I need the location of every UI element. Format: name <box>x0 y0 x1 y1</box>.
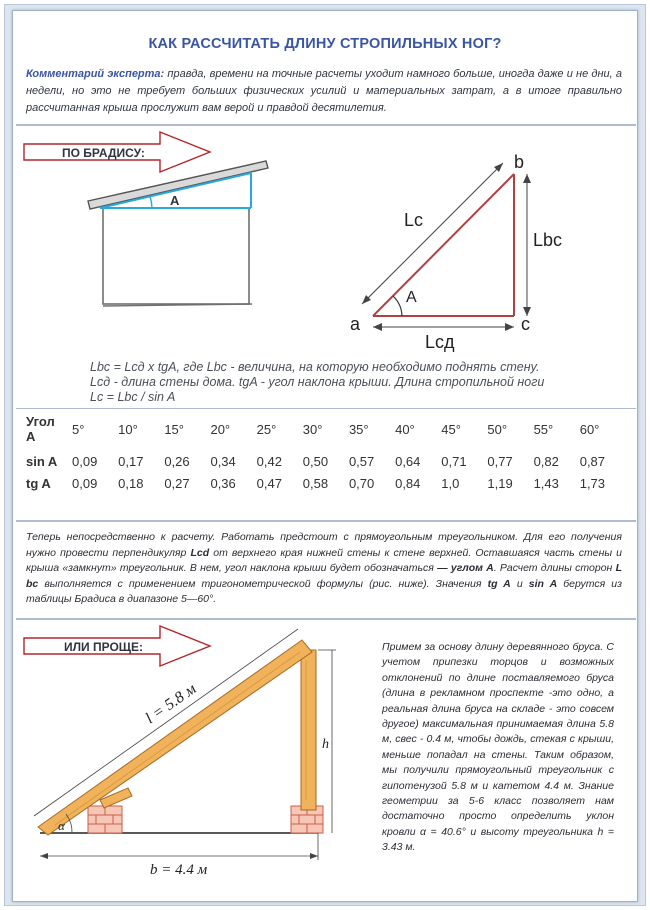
calc-explanation: Теперь непосредственно к расчету. Работать предстоит с прямоугольным треугольником. Для его получения нужно провести перпендикуляр Lcd от верхнего края нижней стены к стене верхней. Оставшаяся часть стены и крыша «замкнут» треугольник. В нем, угол наклона крыши будет обозначаться — углом А. Расчет длины сторон L bc выполняется с применением тригонометрической формулы (рис. ниже). Значения tg A и sin A берутся из таблицы Брадиса в диапазоне 5—60°. <box>26 531 622 605</box>
arrow-po-bradisu <box>24 132 210 172</box>
rafter-illustration <box>0 620 380 900</box>
angle-cell: 10° <box>118 421 138 437</box>
vertex-c: c <box>521 314 530 334</box>
tg-cell: 0,70 <box>348 475 375 491</box>
sin-cell: 0,77 <box>487 453 513 469</box>
angle-cell: 55° <box>533 421 554 437</box>
angle-cell: 45° <box>441 421 461 437</box>
angle-cell: 40° <box>395 421 415 437</box>
table-row-sin <box>26 450 626 472</box>
page-title: КАК РАССЧИТАТЬ ДЛИНУ СТРОПИЛЬНЫХ НОГ? <box>148 36 502 52</box>
bradis-formula: Lbc = Lcд x tgA, где Lbc - величина, на которую необходимо поднять стену. Lcд - длина стены дома. tgA - угол наклона крыши. Длина стропильной ноги Lc = Lbc / sin A <box>90 360 545 404</box>
angle-cell: 30° <box>302 421 323 437</box>
bradis-triangle <box>350 152 562 352</box>
rafter-explanation: Примем за основу длину деревянного бруса. С учетом припезки торцов и возможных отклонений по длине поставляемого бруса (длина в рекламном проспекте -это одно, а реальная длина бруса на складе - это совсем другое) максимальная принимаемая длина 5.8 м, свес - 0.4 м, чтобы дождь, стекая с крыши, меньше попадал на стены. Таким образом, мы получили прямоугольный треугольник с гипотенузой 5.8 м и катетом 4.4 м. Знание геометрии за 5-6 класс позволяет нам достаточно просто определить уклон кровли α = 40.6° и высоту треугольника h = 3.43 м. <box>382 641 614 854</box>
tg-cell: 0,47 <box>256 475 282 491</box>
sin-cell: 0,57 <box>348 453 375 469</box>
sina-term: sin A <box>528 577 558 590</box>
tg-cell: 1,19 <box>487 475 513 491</box>
tg-cell: 1,73 <box>579 475 606 491</box>
angle-cell: 25° <box>256 421 277 437</box>
tg-cell: 0,27 <box>164 475 190 491</box>
sin-cell: 0,64 <box>395 453 421 469</box>
sin-header: sin A <box>26 453 58 469</box>
roof-angle-label: А <box>170 193 180 208</box>
vertical-side-label: Lbc <box>533 230 563 250</box>
angle-header: Угол А <box>26 414 55 444</box>
sin-cell: 0,71 <box>441 453 467 469</box>
base-side-label: Lcд <box>425 332 455 352</box>
angle-cell: 50° <box>487 421 508 437</box>
sin-cell: 0,26 <box>164 453 190 469</box>
sin-cell: 0,82 <box>533 453 559 469</box>
sin-cell: 0,87 <box>579 453 606 469</box>
table-row-angles <box>26 414 626 444</box>
tg-cell: 0,09 <box>72 475 98 491</box>
triangle-angle-label: A <box>406 289 417 306</box>
hypotenuse-label: Lc <box>404 210 424 230</box>
sin-cell: 0,17 <box>118 453 144 469</box>
tg-cell: 0,58 <box>302 475 329 491</box>
alpha-label: α <box>58 818 65 833</box>
rafter-length-label: l = 5.8 м <box>142 680 200 728</box>
sin-cell: 0,09 <box>72 453 98 469</box>
expert-comment <box>26 66 622 117</box>
tg-header: tg A <box>26 475 51 491</box>
vertical-post <box>301 650 316 810</box>
tg-cell: 0,84 <box>395 475 421 491</box>
tg-cell: 1,43 <box>533 475 559 491</box>
lbc-term: L bc <box>26 562 622 590</box>
table-row-tg <box>26 472 626 494</box>
house-sketch <box>88 161 268 306</box>
vertex-a: a <box>350 314 361 334</box>
angle-cell: 20° <box>210 421 231 437</box>
angle-cell: 15° <box>164 421 184 437</box>
tga-term: tg A <box>487 577 511 590</box>
arrow-ili-proshche <box>24 626 210 666</box>
vertex-b: b <box>514 152 525 172</box>
sin-cell: 0,50 <box>302 453 329 469</box>
separator-mid <box>16 520 636 522</box>
comment-lead: Комментарий эксперта: <box>26 68 165 80</box>
bradis-illustration <box>0 126 650 356</box>
sin-cell: 0,42 <box>256 453 282 469</box>
rafter-beam <box>38 640 312 835</box>
separator-table <box>16 408 636 409</box>
bradis-table <box>26 414 626 494</box>
base-length-label: b = 4.4 м <box>150 862 208 878</box>
angle-a-term: — углом А <box>437 562 494 574</box>
tg-cell: 0,18 <box>118 475 144 491</box>
comment-text: правда, времени на точные расчеты уходит намного больше, иногда даже и не дни, а недели, но это не требует больших физических усилий и материальных затрат, а в итоге правильно рассчитанная крыша прослужит вам верой и правдой десятилетия. <box>26 68 622 114</box>
angle-cell: 35° <box>348 421 369 437</box>
tg-cell: 0,36 <box>210 475 236 491</box>
sin-cell: 0,34 <box>210 453 236 469</box>
angle-cell: 5° <box>72 421 85 437</box>
height-label: h <box>322 737 329 752</box>
angle-cell: 60° <box>579 421 600 437</box>
lcd-term: Lcd <box>190 546 210 559</box>
arrow-po-bradisu-label: ПО БРАДИСУ: <box>62 146 145 160</box>
tg-cell: 1,0 <box>441 475 460 491</box>
arrow-ili-proshche-label: ИЛИ ПРОЩЕ: <box>64 640 144 654</box>
brick-pier-left <box>88 806 122 833</box>
